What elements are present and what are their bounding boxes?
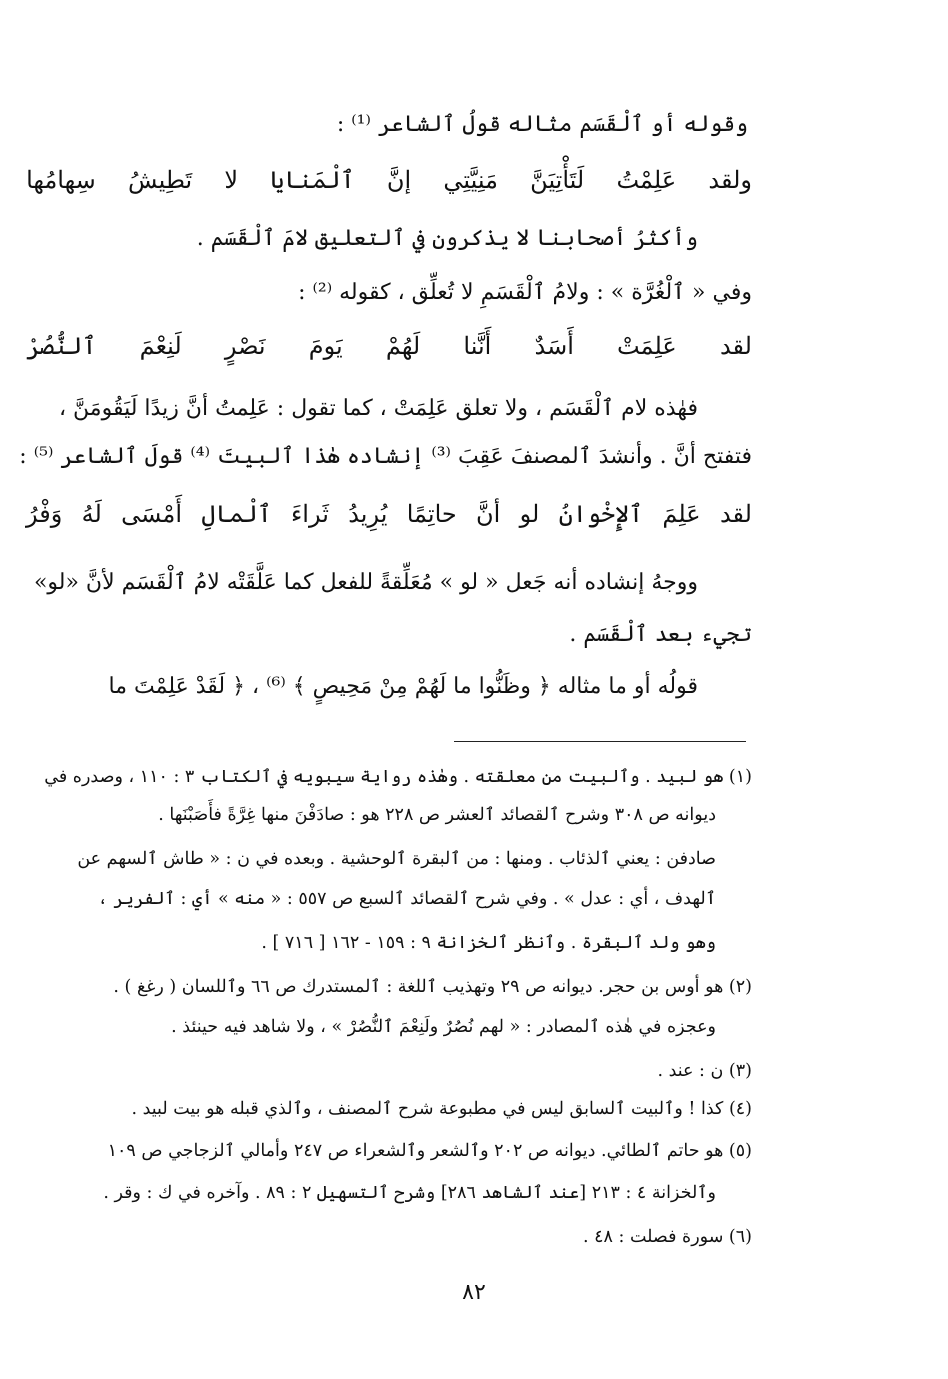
footnote-line: وهو ولد ٱلبقرة . وٱنظر ٱلخزانة ٩ : ١٥٩ - ١٦٢ [ ٧١٦ ] . xyxy=(261,933,716,953)
verse-word: عَلِمْتُ xyxy=(616,166,677,194)
verse-word: ٱلْمَنايا xyxy=(270,166,355,194)
footnote-line: (١) هو لبيد . وٱلبيت من معلقته . وهٰذه رواية سيبويه في ٱلكتاب ٣ : ١١٠ ، وصدره في xyxy=(44,767,752,787)
footnote-line: ديوانه ص ٣٠٨ وشرح ٱلقصائد ٱلعشر ص ٢٢٨ هو : صادَفْنَ منها غِرَّةً فأَصَبْنَها . xyxy=(158,805,716,825)
paragraph-2: وأكثرُ أصحابنا لا يذكرون في ٱلتعليق لامَ ٱلْقَسَم . xyxy=(196,226,698,251)
verse-word: لا xyxy=(224,166,239,194)
footnote-line: صادفن : يعني ٱلذئاب . ومنها : من ٱلبقرة ٱلوحشية . وبعده في ن : « طاش ٱلسهم عن xyxy=(77,849,716,869)
footnote-line: (٦) سورة فصلت : ٤٨ . xyxy=(582,1227,752,1247)
verse-word: ٱلْمالِ xyxy=(201,500,272,528)
verse-word: أَنَّنا xyxy=(463,332,492,360)
paragraph-4: فهٰذه لام ٱلْقَسَم ، ولا تعلق عَلِمَتْ ، كما تقول : عَلِمتُ أنَّ زيدًا لَيَقُومَنَّ ، xyxy=(58,396,698,421)
verse-word: نَصْرٍ xyxy=(224,332,266,360)
verse-word: ٱلإِخْوانُ xyxy=(558,500,644,528)
paragraph-6: ووجهُ إنشاده أنه جَعل « لو » مُعَلِّقةً للفعل كما عَلَّقَتْه لامُ ٱلْقَسَم لأنَّ «لو» xyxy=(33,570,698,595)
footnote-line: (٥) هو حاتم ٱلطائي. ديوانه ص ٢٠٢ وٱلشعر وٱلشعراء ص ٢٤٧ وأمالي ٱلزجاجي ص ١٠٩ xyxy=(107,1141,752,1161)
verse-word: ثَراءَ xyxy=(291,500,329,528)
verse-word: مَنِيَّتِي xyxy=(443,166,498,194)
footnote-line: ٱلهدف ، أي : عدل » . وفي شرح ٱلقصائد ٱلسبع ص ٥٥٧ : « منه » أي : ٱلفرير ، xyxy=(97,889,716,909)
verse-word: لَنِعْمَ xyxy=(139,332,182,360)
page-number: ٨٢ xyxy=(462,1280,486,1305)
footnote-divider xyxy=(454,741,746,742)
verse-1 xyxy=(26,160,752,200)
paragraph-5: فتفتح أنَّ . وأنشدَ ٱلمصنفَ عَقِبَ ⁽³⁾ إنشاده هٰذا ٱلبيتَ ⁽⁴⁾ قولَ ٱلشاعر ⁽⁵⁾ : xyxy=(19,444,752,469)
footnote-line: (٤) كذا ! وٱلبيت ٱلسابق ليس في مطبوعة شرح ٱلمصنف ، وٱلذي قبله هو بيت لبيد . xyxy=(131,1099,752,1119)
verse-word: لقد xyxy=(719,332,752,360)
verse-word: يُرِيدُ xyxy=(348,500,388,528)
verse-word: لَهُمْ xyxy=(385,332,421,360)
verse-word: أنَّ xyxy=(476,500,501,528)
paragraph-7: تجيء بعد ٱلْقَسَم . xyxy=(569,622,752,647)
verse-word: ٱلنُّصُرْ xyxy=(26,332,97,360)
footnote-line: وعجزه في هٰذه ٱلمصادر : « لهم نُصُرٌ ولَنِعْمَ ٱلنُّصُرْ » ، ولا شاهد فيه حينئذ . xyxy=(171,1017,716,1037)
verse-word: ولقد xyxy=(708,166,752,194)
verse-word: وَفْرُ xyxy=(26,500,63,528)
verse-word: عَلِمَ xyxy=(662,500,701,528)
verse-word: أَسَدٌ xyxy=(534,332,574,360)
verse-word: يَومَ xyxy=(308,332,343,360)
verse-word: سِهامُها xyxy=(26,166,96,194)
verse-3 xyxy=(26,494,752,534)
paragraph-8: قولُه أو ما مثاله ﴿ وظَنُّوا ما لَهُمْ مِنْ مَحِيصٍ ﴾ ⁽⁶⁾ ، ﴿ لَقَدْ عَلِمْتَ ما xyxy=(108,674,698,699)
verse-word: لقد xyxy=(719,500,752,528)
paragraph-1: وقوله أو ٱلْقَسَم مثاله قولُ ٱلشاعر ⁽¹⁾ : xyxy=(336,112,748,137)
verse-word: حاتِمًا xyxy=(406,500,457,528)
verse-word: أَمْسَى xyxy=(121,500,183,528)
footnote-line: (٣) ن : عند . xyxy=(657,1061,752,1081)
verse-word: لَهُ xyxy=(81,500,102,528)
verse-2 xyxy=(26,326,752,366)
verse-word: لو xyxy=(519,500,540,528)
footnote-line: وٱلخزانة ٤ : ٢١٣ [عند ٱلشاهد ٢٨٦] وشرح ٱلتسهيل ٢ : ٨٩ . وآخره في ك : وقر . xyxy=(103,1183,716,1203)
footnote-line: (٢) هو أوس بن حجر. ديوانه ص ٢٩ وتهذيب ٱللغة : ٱلمستدرك ص ٦٦ وٱللسان ( رغغ ) . xyxy=(113,977,752,997)
verse-word: تَطِيشُ xyxy=(127,166,193,194)
verse-word: عَلِمَتْ xyxy=(617,332,677,360)
paragraph-3: وفي « ٱلْغُرَّة » : ولامُ ٱلْقَسَمِ لا تُعلِّق ، كقوله ⁽²⁾ : xyxy=(298,280,752,305)
verse-word: لَتَأْتِيَنَّ xyxy=(530,166,585,194)
verse-word: إنَّ xyxy=(386,166,412,194)
